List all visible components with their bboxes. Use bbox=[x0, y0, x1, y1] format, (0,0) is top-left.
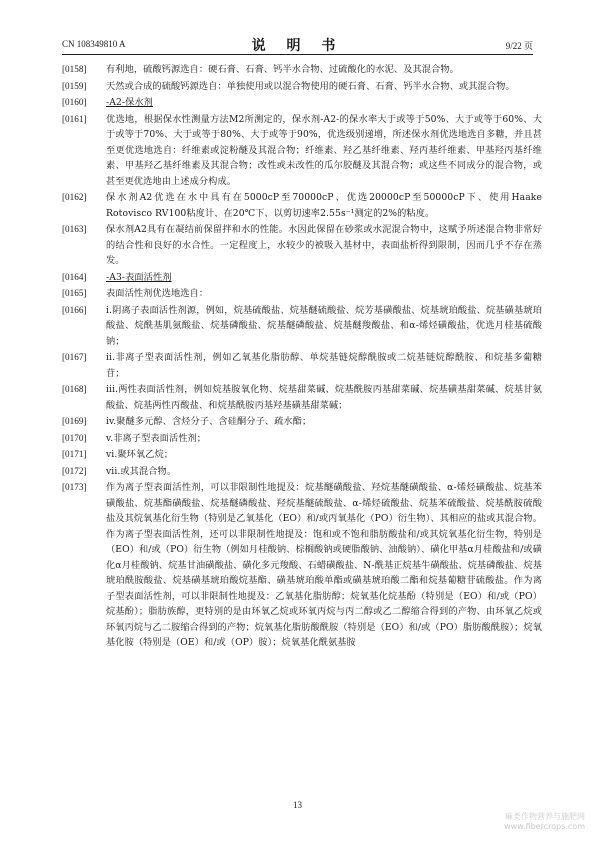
document-body bbox=[62, 62, 542, 652]
paragraph-number: [0172] bbox=[62, 465, 87, 476]
section-heading bbox=[106, 270, 542, 286]
paragraph bbox=[62, 62, 542, 78]
paragraph-number: [0159] bbox=[62, 80, 87, 91]
paragraph-number: [0158] bbox=[62, 64, 87, 74]
paragraph-text: v.非离子型表面活性剂； bbox=[106, 432, 207, 444]
paragraph bbox=[62, 303, 542, 350]
paragraph-number: [0162] bbox=[62, 192, 87, 202]
watermark bbox=[504, 812, 585, 832]
paragraph-number: [0168] bbox=[62, 384, 87, 394]
paragraph bbox=[62, 286, 542, 302]
paragraph-number: [0167] bbox=[62, 352, 87, 362]
paragraph bbox=[62, 112, 542, 190]
paragraph-text: iv.聚醚多元醇、含烃分子、含硅酮分子、疏水酯； bbox=[106, 416, 312, 427]
paragraph-number: [0164] bbox=[62, 271, 87, 282]
section-heading bbox=[106, 95, 542, 111]
page-ref: 9/22 页 bbox=[505, 41, 533, 51]
paragraph-number: [0169] bbox=[62, 416, 87, 426]
paragraph-number: [0160] bbox=[62, 97, 87, 107]
paragraph bbox=[62, 190, 542, 221]
paragraph bbox=[62, 79, 542, 95]
paragraph-text: 天然或合成的硫酸钙源选自：单独使用或以混合物使用的硬石膏、石膏、钙半水合物、或其混合物。 bbox=[106, 80, 515, 92]
paragraph-text: 表面活性剂优选地选自： bbox=[106, 288, 209, 299]
page-number: 13 bbox=[293, 800, 302, 810]
paragraph-number: [0173] bbox=[62, 482, 87, 492]
paragraph bbox=[62, 95, 542, 111]
paragraph-text: i.阴离子表面活性剂源，例如，烷基硫酸盐、烷基醚硫酸盐、烷芳基磺酸盐、烷基琥珀酸盐、烷基磺基琥珀酸盐、烷酰基肌氨酸盐、烷基磷酸盐、烷基醚磷酸盐、烷基醚羧酸盐、和α-烯烃磺酸盐，优选月桂基硫酸钠； bbox=[106, 304, 542, 347]
paragraph bbox=[62, 480, 542, 651]
paragraph-text: vi.聚环氧乙烷； bbox=[106, 449, 174, 460]
paragraph-number: [0170] bbox=[62, 432, 87, 443]
paragraph-text: 有利地，硫酸钙源选自：硬石膏、石膏、钙半水合物、过硫酸化的水泥、及其混合物。 bbox=[106, 64, 459, 75]
section-heading-text: -A2-保水剂 bbox=[106, 97, 153, 108]
paragraph-text: vii.或其混合物。 bbox=[106, 465, 177, 477]
paragraph bbox=[62, 414, 542, 430]
paragraph-text: iii.两性表面活性剂，例如烷基胺氧化物、烷基甜菜碱、烷基酰胺丙基甜菜碱、烷基磺基甜菜碱、烷基甘氨酸盐、烷基两性丙酸盐、和烷基酰胺丙基羟基磺基甜菜碱； bbox=[106, 384, 542, 411]
doc-number: CN 108349810 A bbox=[62, 39, 126, 49]
paragraph bbox=[62, 382, 542, 413]
watermark-line-1: 麻类作物营养与施肥网 bbox=[505, 812, 585, 821]
paragraph-text: 优选地，根据保水性测量方法M2所测定的，保水剂-A2-的保水率大于或等于50%、大于或等于60%、大于或等于70%、大于或等于80%、大于或等于90%，优选级别递增，所述保水剂优选地选自多糖，并且甚至更优选地选自：纤维素或淀粉醚及其混合物；纤维素、羟乙基纤维素、羟丙基纤维素、甲基羟丙基纤维素、甲基羟乙基纤维素及其混合物；改性或未改性的瓜尔胶醚及其混合物；或这些不同成分的混合物，或甚至更优选地由上述成分构成。 bbox=[106, 113, 542, 187]
paragraph-text: ii.非离子型表面活性剂，例如乙氧基化脂肪醇、单烷基链烷醇酰胺或二烷基链烷醇酰胺、和烷基多葡糖苷； bbox=[106, 352, 542, 379]
paragraph bbox=[62, 464, 542, 480]
paragraph bbox=[62, 222, 542, 269]
paragraph bbox=[62, 447, 542, 463]
paragraph-number: [0165] bbox=[62, 288, 87, 298]
paragraph-number: [0171] bbox=[62, 449, 87, 459]
paragraph-number: [0161] bbox=[62, 113, 87, 124]
paragraph-number: [0166] bbox=[62, 304, 87, 315]
paragraph-number: [0163] bbox=[62, 224, 87, 234]
section-heading-text: -A3-表面活性剂 bbox=[106, 271, 172, 283]
paragraph-text: 保水剂A2具有在凝结前保留拌和水的性能。水因此保留在砂浆或水泥混合物中，这赋予所述混合物非常好的结合性和良好的水合性。一定程度上，水较少的被吸入基材中，表面盐析得到限制，因而几乎不存在蒸发。 bbox=[106, 224, 542, 266]
paragraph bbox=[62, 270, 542, 286]
page-header bbox=[62, 34, 533, 55]
paragraph bbox=[62, 350, 542, 381]
watermark-line-2: www.fibercrops.com bbox=[504, 822, 585, 831]
paragraph-text: 保水剂A2优选在水中具有在5000cP至70000cP、优选20000cP至50000cP下、使用Haake Rotovisco RV100粘度计、在20℃下、以剪切速率2.55s⁻¹测定的2%的粘度。 bbox=[106, 192, 542, 219]
paragraph bbox=[62, 431, 542, 447]
page-title: 说 明 书 bbox=[251, 38, 344, 54]
paragraph-text: 作为离子型表面活性剂，可以非限制性地提及：烷基醚磺酸盐、羟烷基醚磺酸盐、α-烯烃磺酸盐、烷基苯磺酸盐、烷基酯磺酸盐、烷基醚磷酸盐、羟烷基醚硫酸盐、α-烯烃硫酸盐、烷基苯硫酸盐、烷基酰胺硫酸盐及其烷氧基化衍生物（特别是乙氧基化（EO）和/或丙氧基化（PO）衍生物）、其相应的盐或其混合物。作为离子型表面活性剂，还可以非限制性地提及：饱和或不饱和脂肪酸盐和/或其烷氧基化衍生物，特别是（EO）和/或（PO）衍生物（例如月桂酸钠、棕榈酸钠或硬脂酸钠、油酸钠）、磺化甲基α月桂酸盐和/或磺化α月桂酸钠、烷基甘油磺酸盐、磺化多元羧酸、石蜡磺酸盐、N-酰基正烷基牛磺酸盐、烷基磷酸盐、烷基琥珀酰胺酸盐、烷基磺基琥珀酸烷基酯、磺基琥珀酸单酯或磺基琥珀酸二酯和烷基葡糖苷硫酸盐。作为离子型表面活性剂，可以非限制性地提及：乙氧基化脂肪醇；烷氧基化烷基酚（特别是（EO）和/或（PO）烷基酚）；脂肪族醇，更特别的是由环氧乙烷或环氧丙烷与丙二醇或乙二醇缩合得到的产物、由环氧乙烷或环氧丙烷与乙二胺缩合得到的产物；烷氧基化脂肪酸酰胺（特别是（EO）和/或（PO）脂肪酸酰胺）；烷氧基化胺（特别是（OE）和/或（OP）胺）；烷氧基化酰氨基胺 bbox=[106, 482, 542, 648]
